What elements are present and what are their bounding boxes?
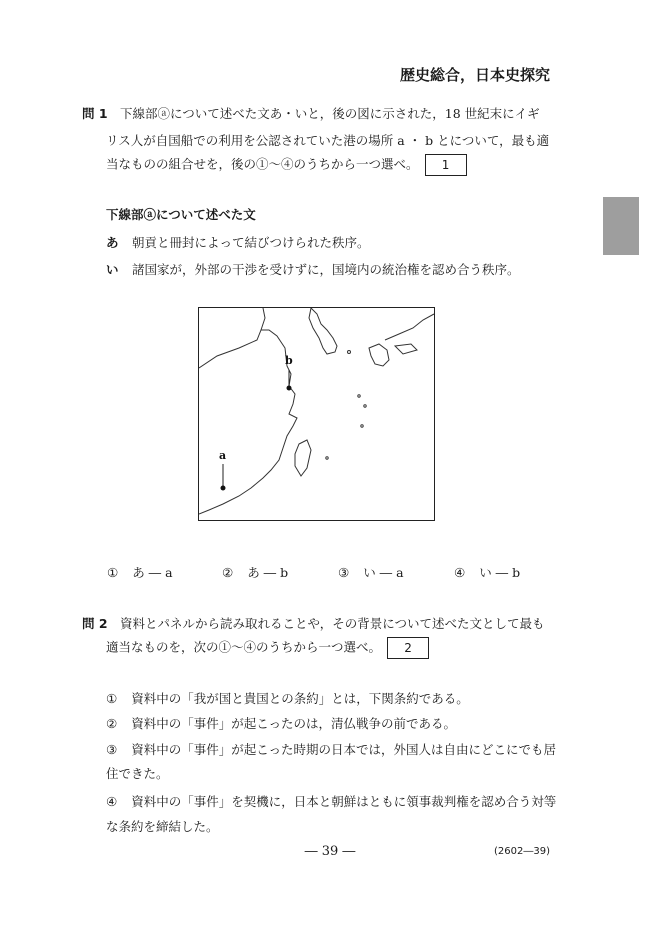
question-1-line: 当なものの組合せを，後の①～④のうちから一つ選べ。	[106, 156, 419, 172]
map-drawing	[199, 308, 434, 520]
answer-box-2[interactable]: 2	[387, 637, 429, 659]
choice-text: あ ― b	[247, 565, 289, 580]
map-label-b: b	[285, 354, 293, 367]
island	[364, 405, 366, 407]
statement-a-text: 朝貢と冊封によって結びつけられた秩序。	[132, 235, 370, 250]
option-number: ③	[106, 742, 118, 757]
choice-number: ④	[454, 565, 466, 580]
japan-kyushu	[369, 344, 389, 366]
choice-number: ②	[222, 565, 234, 580]
answer-box-1[interactable]: 1	[425, 154, 467, 176]
japan-shikoku	[395, 344, 417, 354]
statement-i-mark: い	[106, 262, 119, 277]
option-number: ④	[106, 794, 118, 809]
island	[326, 457, 328, 459]
choice-4[interactable]	[454, 563, 520, 581]
korea-peninsula	[309, 308, 337, 354]
choice-1[interactable]	[107, 563, 173, 581]
option-2[interactable]	[106, 714, 456, 732]
island	[361, 425, 363, 427]
option-text: 資料中の「事件」が起こったのは，清仏戦争の前である。	[131, 716, 456, 731]
option-text: 資料中の「事件」を契機に，日本と朝鮮はともに領事裁判権を認め合う対等	[131, 794, 557, 809]
choice-text: い ― a	[363, 565, 404, 580]
option-text: 資料中の「事件」が起こった時期の日本では，外国人は自由にどこにでも居	[131, 742, 556, 757]
option-3[interactable]	[106, 740, 556, 758]
question-2-line: 資料とパネルから読み取れることや，その背景について述べた文として最も	[120, 616, 545, 631]
statements-heading: 下線部ⓐについて述べた文	[106, 207, 256, 222]
question-2-label: 問 2	[82, 616, 108, 631]
option-4[interactable]	[106, 792, 556, 810]
option-text: 資料中の「我が国と貴国との条約」とは，下関条約である。	[131, 691, 469, 706]
coast-river	[261, 308, 265, 330]
island	[358, 395, 360, 397]
option-number: ①	[106, 691, 118, 706]
island	[348, 351, 351, 354]
question-1-line-with-box	[106, 154, 467, 176]
question-1-line: リス人が自国船での利用を公認されていた港の場所 a ・ b とについて，最も適	[106, 133, 550, 148]
option-number: ②	[106, 716, 118, 731]
choice-number: ③	[338, 565, 350, 580]
question-2-line-with-box	[106, 637, 429, 659]
mainland-coast	[199, 330, 297, 514]
page-title: 歴史総合，日本史探究	[399, 66, 550, 84]
choice-text: い ― b	[479, 565, 521, 580]
question-1-line: 下線部ⓐについて述べた文あ・いと，後の図に示された，18 世紀末にイギ	[120, 106, 540, 121]
side-index-tab	[603, 197, 639, 255]
option-4-continuation: な条約を締結した。	[106, 819, 219, 834]
map-label-a: a	[219, 449, 227, 462]
choice-3[interactable]	[338, 563, 404, 581]
taiwan	[295, 440, 311, 476]
question-1-label: 問 1	[82, 106, 108, 121]
port-marker-b	[287, 386, 292, 391]
statement-i-text: 諸国家が，外部の干渉を受けずに，国境内の統治権を認め合う秩序。	[132, 262, 520, 277]
choice-number: ①	[107, 565, 119, 580]
page-number: ― 39 ―	[304, 844, 356, 859]
choice-text: あ ― a	[132, 565, 173, 580]
question-2-line: 適当なものを，次の①～④のうちから一つ選べ。	[106, 639, 382, 655]
option-3-continuation: 住できた。	[106, 766, 169, 781]
east-asia-map	[198, 307, 435, 521]
option-1[interactable]	[106, 689, 469, 707]
port-marker-a	[221, 486, 226, 491]
statement-a-mark: あ	[106, 235, 119, 250]
japan-honshu	[385, 314, 434, 340]
choice-2[interactable]	[222, 563, 288, 581]
exam-code: (2602―39)	[494, 846, 550, 857]
